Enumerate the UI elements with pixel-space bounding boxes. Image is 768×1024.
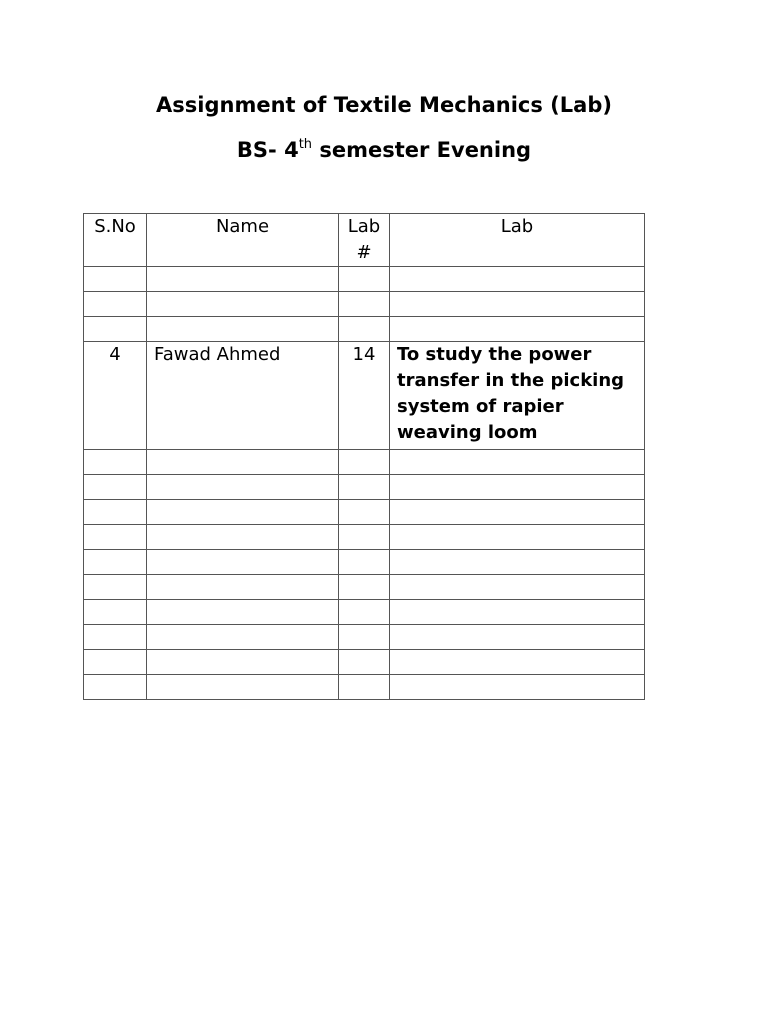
subtitle-suffix: semester Evening bbox=[312, 138, 532, 162]
header-sno: S.No bbox=[84, 214, 147, 267]
header-lab-number: Lab # bbox=[339, 214, 390, 267]
table-row bbox=[84, 525, 645, 550]
cell-lab-number: 14 bbox=[339, 342, 390, 450]
table-row bbox=[84, 625, 645, 650]
header-name: Name bbox=[147, 214, 339, 267]
assignment-table bbox=[83, 213, 645, 700]
document-subtitle bbox=[0, 137, 768, 162]
cell-sno: 4 bbox=[84, 342, 147, 450]
title-line-1: Assignment of Textile Mechanics (Lab) bbox=[156, 93, 612, 117]
table-row bbox=[84, 600, 645, 625]
table-row bbox=[84, 292, 645, 317]
table-row bbox=[84, 550, 645, 575]
table-row bbox=[84, 650, 645, 675]
table-row-entry bbox=[84, 342, 645, 450]
subtitle-prefix: BS- 4 bbox=[236, 138, 299, 162]
table-header-row bbox=[84, 214, 645, 267]
document-title bbox=[0, 95, 768, 116]
table-row bbox=[84, 500, 645, 525]
header-lab: Lab bbox=[390, 214, 645, 267]
cell-name: Fawad Ahmed bbox=[147, 342, 339, 450]
table-row bbox=[84, 675, 645, 700]
table-row bbox=[84, 475, 645, 500]
table-row bbox=[84, 575, 645, 600]
cell-lab-title: To study the power transfer in the picking system of rapier weaving loom bbox=[390, 342, 645, 450]
table-row bbox=[84, 317, 645, 342]
table-row bbox=[84, 450, 645, 475]
table-row bbox=[84, 267, 645, 292]
subtitle-superscript: th bbox=[298, 137, 313, 152]
